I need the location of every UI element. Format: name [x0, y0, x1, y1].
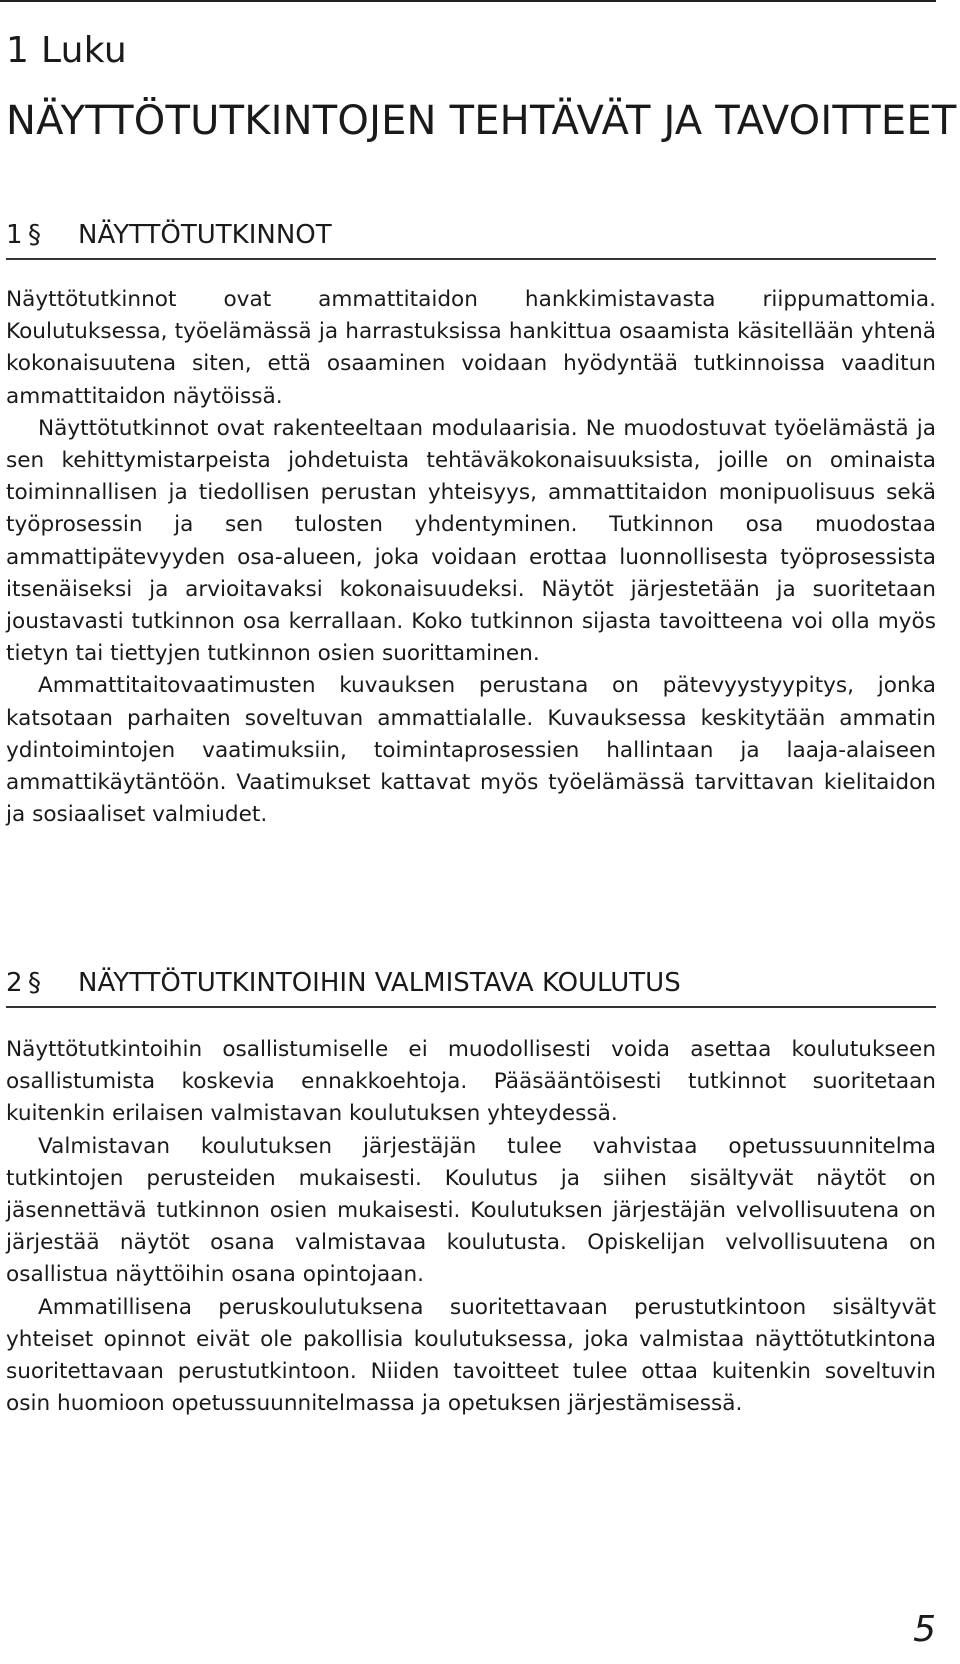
section-symbol: § — [28, 220, 41, 250]
page-number: 5 — [913, 1609, 936, 1650]
paragraph: Näyttötutkintoihin osallistumiselle ei muodollisesti voida asettaa koulutukseen osallistumista koskevia ennakkoehtoja. Pääsääntöisesti tutkinnot suoritetaan kuitenkin erilaisen valmistavan koulutuksen yhteydessä. — [6, 1037, 936, 1127]
section-title: NÄYTTÖTUTKINTOIHIN VALMISTAVA KOULUTUS — [78, 968, 681, 998]
section-heading-1 — [6, 220, 936, 260]
section-number: 1 — [6, 220, 23, 250]
section-number: 2 — [6, 968, 23, 998]
section-2-body — [6, 1034, 936, 1420]
section-symbol: § — [28, 968, 41, 998]
section-heading-2 — [6, 968, 936, 1008]
section-title: NÄYTTÖTUTKINNOT — [78, 220, 332, 250]
chapter-label: 1 Luku — [6, 30, 127, 71]
paragraph: Ammatillisena peruskoulutuksena suoritettavaan perustutkintoon sisältyvät yhteiset opinnot eivät ole pakollisia koulutuksessa, joka valmistaa näyttötutkintona suoritettavaan perustutkintoon. Niiden tavoitteet tulee ottaa kuitenkin soveltuvin osin huomioon opetussuunnitelmassa ja opetuksen järjestämisessä. — [6, 1294, 936, 1417]
paragraph: Valmistavan koulutuksen järjestäjän tulee vahvistaa opetussuunnitelma tutkintojen perusteiden mukaisesti. Koulutus ja siihen sisältyvät näytöt on jäsennettävä tutkinnon osien mukaisesti. Koulutuksen järjestäjän velvollisuutena on järjestää näytöt osana valmistavaa koulutusta. Opiskelijan velvollisuutena on osallistua näyttöihin osana opintojaan. — [6, 1133, 936, 1288]
top-rule — [0, 0, 936, 2]
paragraph: Ammattitaitovaatimusten kuvauksen perustana on pätevyystyypitys, jonka katsotaan parhaiten soveltuvan ammattialalle. Kuvauksessa keskitytään ammatin ydintoimintojen vaatimuksiin, toimintaprosessien hallintaan ja laaja-alaiseen ammattikäytäntöön. Vaatimukset kattavat myös työelämässä tarvittavan kielitaidon ja sosiaaliset valmiudet. — [6, 673, 936, 828]
paragraph: Näyttötutkinnot ovat rakenteeltaan modulaarisia. Ne muodostuvat työelämästä ja sen kehittymistarpeista johdetuista tehtäväkokonaisuuksista, joille on ominaista toiminnallisen ja tiedollisen perustan yhteisyys, ammattitaidon monipuolisuus sekä työprosessin ja sen tulosten yhdentyminen. Tutkinnon osa muodostaa ammattipätevyyden osa-alueen, joka voidaan erottaa luonnollisesta työprosessista itsenäiseksi ja arvioitavaksi kokonaisuudeksi. Näytöt järjestetään ja suoritetaan joustavasti tutkinnon osa kerrallaan. Koko tutkinnon sijasta tavoitteena voi olla myös tietyn tai tiettyjen tutkinnon osien suorittaminen. — [6, 415, 936, 667]
section-1-body — [6, 284, 936, 831]
paragraph: Näyttötutkinnot ovat ammattitaidon hankkimistavasta riippumattomia. Koulutuksessa, työelämässä ja harrastuksissa hankittua osaamista käsitellään yhtenä kokonaisuutena siten, että osaaminen voidaan hyödyntää tutkinnoissa vaaditun ammattitaidon näytöissä. — [6, 287, 936, 409]
chapter-title: NÄYTTÖTUTKINTOJEN TEHTÄVÄT JA TAVOITTEET — [6, 98, 957, 144]
